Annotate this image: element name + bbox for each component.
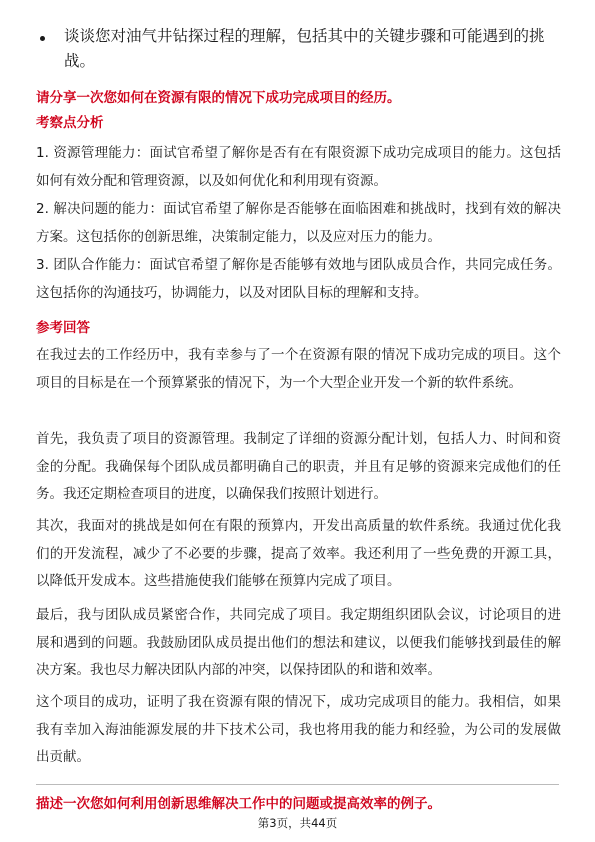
answer-paragraph: 最后，我与团队成员紧密合作，共同完成了项目。我定期组织团队会议，讨论项目的进展和遇到的问题。我鼓励团队成员提出他们的想法和建议，以便我们能够找到最佳的解决方案。我也尽力解决团队内部的冲突，以保持团队的和谐和效率。 [36,607,561,678]
question-heading: 描述一次您如何利用创新思维解决工作中的问题或提高效率的例子。 [36,796,441,812]
answer-paragraph: 在我过去的工作经历中，我有幸参与了一个在资源有限的情况下成功完成的项目。这个项目的目标是在一个预算紧张的情况下，为一个大型企业开发一个新的软件系统。 [36,347,561,391]
answer-paragraph: 这个项目的成功，证明了我在资源有限的情况下，成功完成项目的能力。我相信，如果我有幸加入海油能源发展的井下技术公司，我也将用我的能力和经验，为公司的发展做出贡献。 [36,694,561,765]
bullet-dot-icon [40,36,45,41]
question-heading: 请分享一次您如何在资源有限的情况下成功完成项目的经历。 [36,90,401,106]
bullet-item [36,24,566,74]
answer-paragraph: 首先，我负责了项目的资源管理。我制定了详细的资源分配计划，包括人力、时间和资金的分配。我确保每个团队成员都明确自己的职责，并且有足够的资源来完成他们的任务。我还定期检查项目的进度，以确保我们按照计划进行。 [36,431,561,502]
bullet-text: 谈谈您对油气井钻探过程的理解，包括其中的关键步骤和可能遇到的挑战。 [64,27,545,70]
page-number: 第3页，共44页 [257,816,338,830]
analysis-title: 考察点分析 [36,115,104,131]
analysis-item: 3. 团队合作能力：面试官希望了解你是否能够有效地与团队成员合作，共同完成任务。这包括你的沟通技巧，协调能力，以及对团队目标的理解和支持。 [36,257,561,301]
analysis-item: 1. 资源管理能力：面试官希望了解你是否有在有限资源下成功完成项目的能力。这包括如何有效分配和管理资源，以及如何优化和利用现有资源。 [36,145,561,189]
section-divider [36,784,559,785]
answer-title: 参考回答 [36,320,90,336]
analysis-item: 2. 解决问题的能力：面试官希望了解你是否能够在面临困难和挑战时，找到有效的解决方案。这包括你的创新思维，决策制定能力，以及应对压力的能力。 [36,201,561,245]
answer-paragraph: 其次，我面对的挑战是如何在有限的预算内，开发出高质量的软件系统。我通过优化我们的开发流程，减少了不必要的步骤，提高了效率。我还利用了一些免费的开源工具，以降低开发成本。这些措施使我们能够在预算内完成了项目。 [36,518,561,589]
